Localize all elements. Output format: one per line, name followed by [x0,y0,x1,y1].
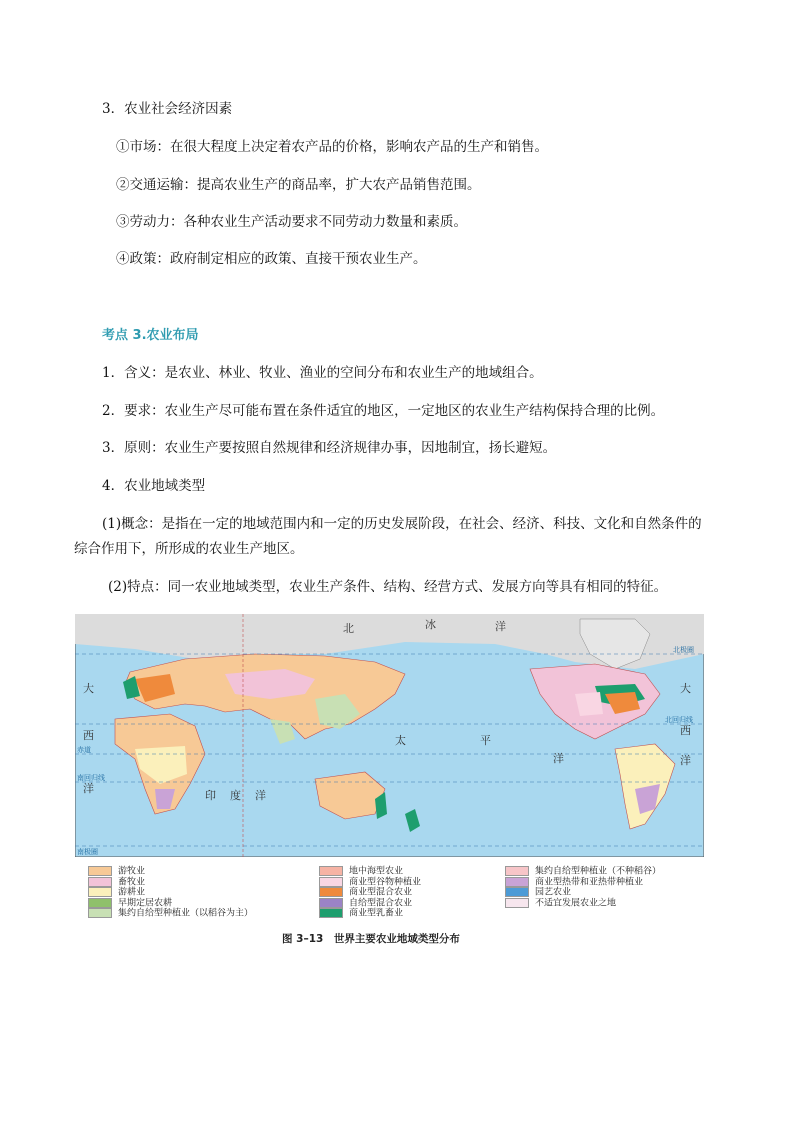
map-svg [75,614,704,857]
legend-label: 早期定居农耕 [118,898,173,908]
legend-item [88,898,172,909]
figure-caption: 图 3–13 世界主要农业地域类型分布 [282,933,460,945]
legend-label: 商业型混合农业 [349,887,413,898]
legend-swatch [88,908,112,918]
legend-item [505,866,661,877]
arctic-label: 北极圈 [673,646,694,654]
legend-swatch [88,898,112,908]
na-grain [575,692,603,716]
kaodian-heading: 考点 3.农业布局 [102,328,199,343]
legend-item [505,898,616,909]
legend-label: 地中海型农业 [349,866,404,877]
legend-item [319,866,403,877]
legend-label: 集约自给型种植业（以稻谷为主） [118,908,254,919]
legend-swatch [319,866,343,876]
legend-label: 畜牧业 [118,877,146,887]
legend-label: 商业型谷物种植业 [349,877,422,887]
tropic-south-label: 南回归线 [77,774,105,782]
ocean-label-bei: 北 [343,622,354,635]
legend-swatch [505,877,529,887]
legend-label: 不适宜发展农业之地 [535,898,617,908]
legend-swatch [505,887,529,897]
legend-item [88,866,145,877]
legend-item [319,908,403,919]
legend-swatch [319,887,343,897]
ocean-label-bing: 冰 [425,618,436,631]
ocean-label-da-e: 大 [680,682,691,695]
legend-label: 园艺农业 [535,887,572,898]
ocean-label-yang-w: 洋 [83,782,94,795]
ocean-label-yang-p: 洋 [553,752,564,765]
legend-swatch [505,866,529,876]
legend-item [319,898,412,909]
legend-label: 商业型热带和亚热带种植业 [535,877,644,887]
legend-item [319,887,412,898]
legend-swatch [319,908,343,918]
legend-item [88,887,145,898]
ocean-label-da: 大 [83,682,94,695]
ocean-label-xi-e: 西 [680,724,691,737]
legend-label: 集约自给型种植业（不种稻谷） [535,866,662,877]
types-heading: 4．农业地域类型 [102,478,206,494]
factor-market: ①市场：在很大程度上决定着农产品的价格，影响农产品的生产和销售。 [116,139,548,155]
legend-label: 游牧业 [118,866,146,877]
legend-label: 商业型乳畜业 [349,908,404,919]
world-agriculture-map [75,614,704,857]
concept-line-2: 综合作用下，所形成的农业生产地区。 [74,541,304,557]
legend-swatch [319,898,343,908]
legend-swatch [88,877,112,887]
legend-item [88,908,253,919]
legend-label: 游耕业 [118,887,146,898]
factor-policy: ④政策：政府制定相应的政策、直接干预农业生产。 [116,251,427,267]
antarctic-label: 南极圈 [77,848,98,856]
feature-paragraph: (2)特点：同一农业地域类型，农业生产条件、结构、经营方式、发展方向等具有相同的特征。 [108,579,668,595]
legend-swatch [88,887,112,897]
ocean-label-xi: 西 [83,729,94,742]
section-3-title: 3．农业社会经济因素 [102,101,233,117]
ocean-label-yang-i: 洋 [255,789,266,802]
factor-labor: ③劳动力：各种农业生产活动要求不同劳动力数量和素质。 [116,214,467,230]
legend-swatch [319,877,343,887]
ocean-label-du: 度 [230,789,241,802]
tropic-north-label: 北回归线 [665,716,693,724]
legend-swatch [88,866,112,876]
ocean-label-tai: 太 [395,734,406,747]
legend-item [505,887,571,898]
factor-transport: ②交通运输：提高农业生产的商品率，扩大农产品销售范围。 [116,177,481,193]
legend-item [319,877,421,888]
legend-swatch [505,898,529,908]
ocean-label-yin: 印 [205,789,216,802]
ocean-label-yang-n: 洋 [495,620,506,633]
definition-paragraph: 1．含义：是农业、林业、牧业、渔业的空间分布和农业生产的地域组合。 [102,365,543,381]
legend-label: 自给型混合农业 [349,898,413,908]
legend-item [88,877,145,888]
equator-label: 赤道 [77,746,91,754]
principle-paragraph: 3．原则：农业生产要按照自然规律和经济规律办事，因地制宜，扬长避短。 [102,440,557,456]
legend-item [505,877,643,888]
ocean-label-yang-e: 洋 [680,754,691,767]
requirement-paragraph: 2．要求：农业生产尽可能布置在条件适宜的地区，一定地区的农业生产结构保持合理的比例。 [102,403,665,419]
concept-line-1: (1)概念：是指在一定的地域范围内和一定的历史发展阶段，在社会、经济、科技、文化和自然条件的 [102,516,702,532]
ocean-label-ping: 平 [480,734,491,747]
